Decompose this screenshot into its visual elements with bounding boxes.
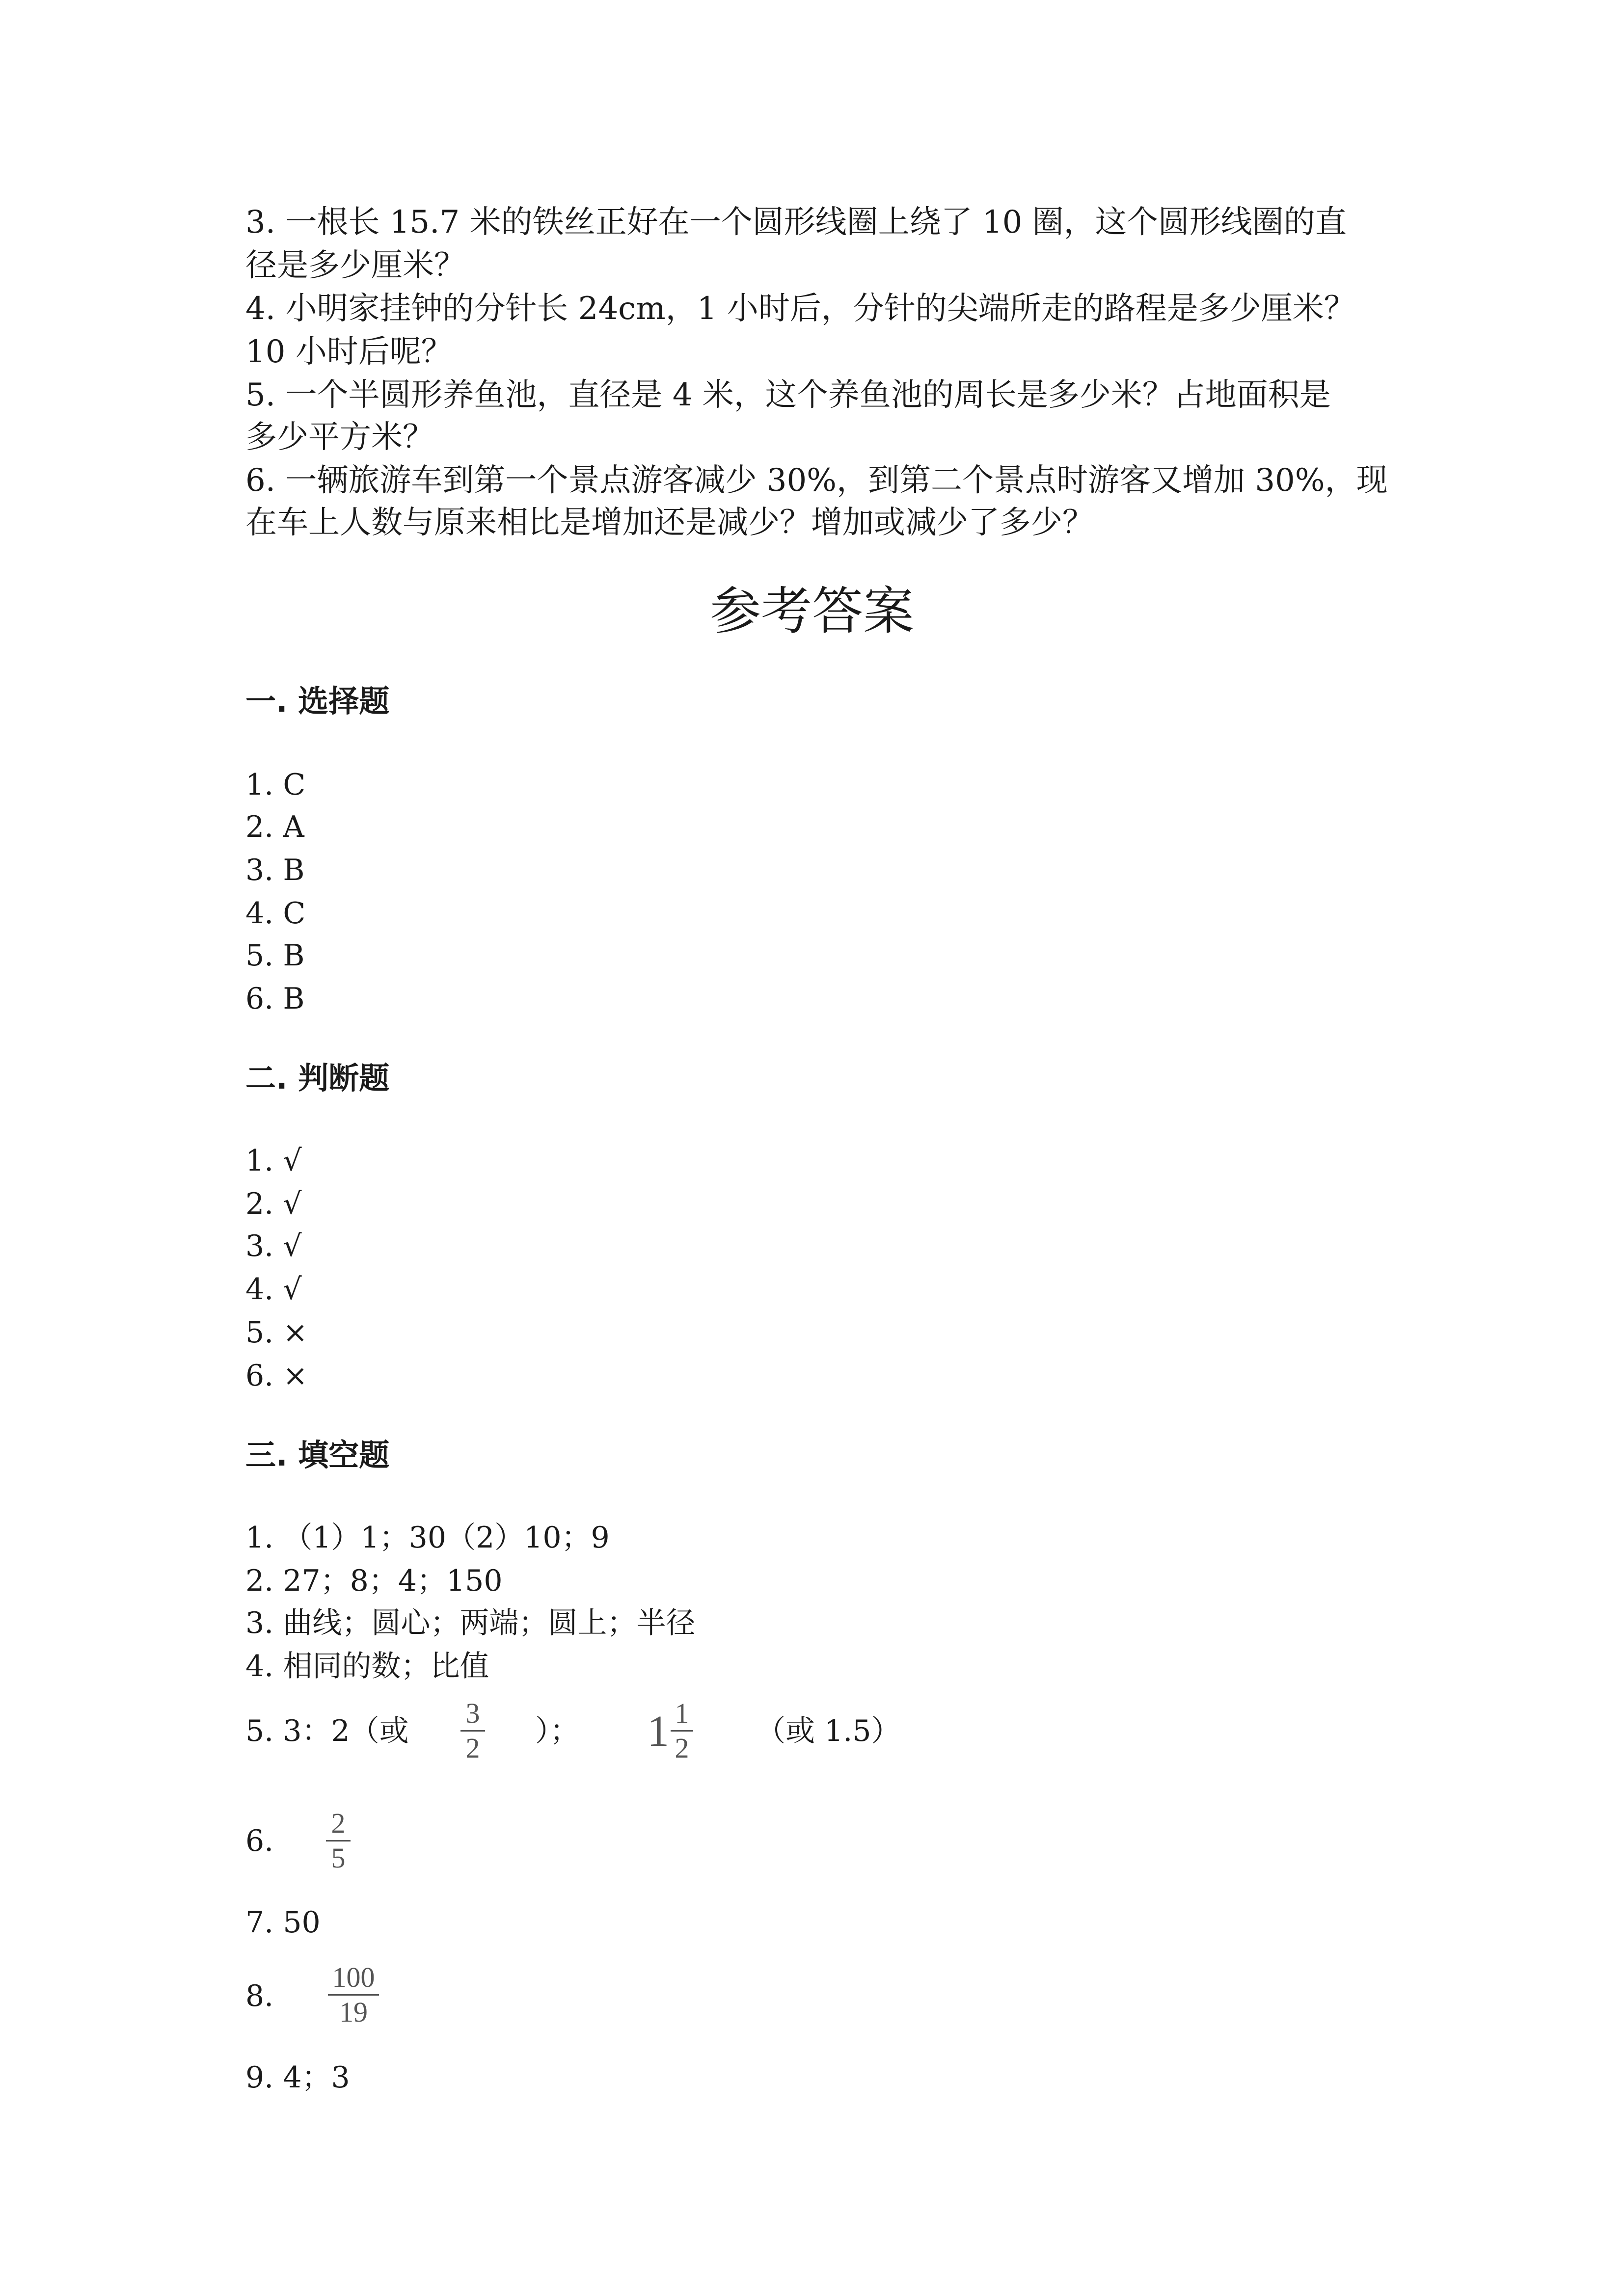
- choice-answer-3: 3. B: [245, 853, 305, 887]
- fraction-numerator: 2: [331, 1807, 346, 1839]
- fraction-numerator: 3: [465, 1697, 480, 1729]
- choice-answer-4: 4. C: [245, 896, 306, 931]
- judge-answer-6: 6. ×: [245, 1359, 308, 1393]
- fraction-bar: [326, 1840, 351, 1842]
- fraction-denominator: 2: [675, 1732, 689, 1764]
- question-6-line1: 6. 一辆旅游车到第一个景点游客减少 30%，到第二个景点时游客又增加 30%，现: [245, 462, 1388, 499]
- fill-answer-3: 3. 曲线；圆心；两端；圆上；半径: [245, 1606, 696, 1640]
- choice-answer-5: 5. B: [245, 938, 305, 973]
- question-6-line2: 在车上人数与原来相比是增加还是减少？增加或减少了多少？: [245, 505, 1094, 541]
- fraction-3-over-2: [460, 1698, 485, 1763]
- section-fill-heading: 三. 填空题: [245, 1437, 390, 1473]
- fraction-denominator: 5: [331, 1842, 346, 1874]
- question-4-line2: 10 小时后呢？: [245, 334, 453, 370]
- section-choice-heading: 一. 选择题: [245, 683, 390, 719]
- question-5-line1: 5. 一个半圆形养鱼池，直径是 4 米，这个养鱼池的周长是多少米？占地面积是: [245, 377, 1331, 413]
- fill-answer-8-prefix: 8.: [245, 1979, 274, 2013]
- fraction-bar: [328, 1994, 379, 1996]
- judge-answer-2: 2. √: [245, 1187, 302, 1221]
- fraction-bar: [460, 1730, 485, 1732]
- choice-answer-2: 2. A: [245, 810, 304, 844]
- answer-title: 参考答案: [709, 581, 914, 641]
- judge-answer-4: 4. √: [245, 1272, 302, 1307]
- judge-answer-5: 5. ×: [245, 1315, 308, 1350]
- mixed-number-whole: 1: [647, 1707, 669, 1756]
- fill-answer-5-suffix: （或 1.5）: [756, 1714, 901, 1748]
- question-5-line2: 多少平方米？: [245, 419, 434, 455]
- judge-answer-1: 1. √: [245, 1144, 302, 1178]
- fraction-100-over-19: [328, 1962, 379, 2028]
- fill-answer-5-prefix: 5. 3：2（或: [245, 1714, 409, 1748]
- fraction-2-over-5: [326, 1808, 351, 1873]
- choice-answer-6: 6. B: [245, 982, 305, 1016]
- fraction-denominator: 2: [465, 1732, 480, 1764]
- fraction-bar: [671, 1730, 693, 1732]
- fill-answer-2: 2. 27；8；4；150: [245, 1564, 503, 1598]
- fraction-denominator: 19: [339, 1996, 368, 2028]
- fraction-numerator: 100: [332, 1961, 375, 1993]
- fill-answer-7: 7. 50: [245, 1905, 321, 1940]
- question-3-line1: 3. 一根长 15.7 米的铁丝正好在一个圆形线圈上绕了 10 圈，这个圆形线圈的直: [245, 204, 1347, 240]
- section-judge-heading: 二. 判断题: [245, 1060, 390, 1096]
- fraction-numerator: 1: [675, 1697, 689, 1729]
- judge-answer-3: 3. √: [245, 1229, 302, 1263]
- question-3-line2: 径是多少厘米？: [245, 247, 465, 284]
- choice-answer-1: 1. C: [245, 768, 306, 802]
- fill-answer-1: 1. （1）1；30（2）10；9: [245, 1521, 610, 1555]
- fill-answer-9: 9. 4；3: [245, 2060, 350, 2095]
- question-4-line1: 4. 小明家挂钟的分针长 24cm，1 小时后，分针的尖端所走的路程是多少厘米？: [245, 291, 1355, 327]
- fill-answer-4: 4. 相同的数；比值: [245, 1649, 489, 1683]
- mixed-number-fraction: [671, 1698, 693, 1763]
- fill-answer-6-prefix: 6.: [245, 1824, 274, 1858]
- fill-answer-5-mid: ）；: [535, 1714, 579, 1748]
